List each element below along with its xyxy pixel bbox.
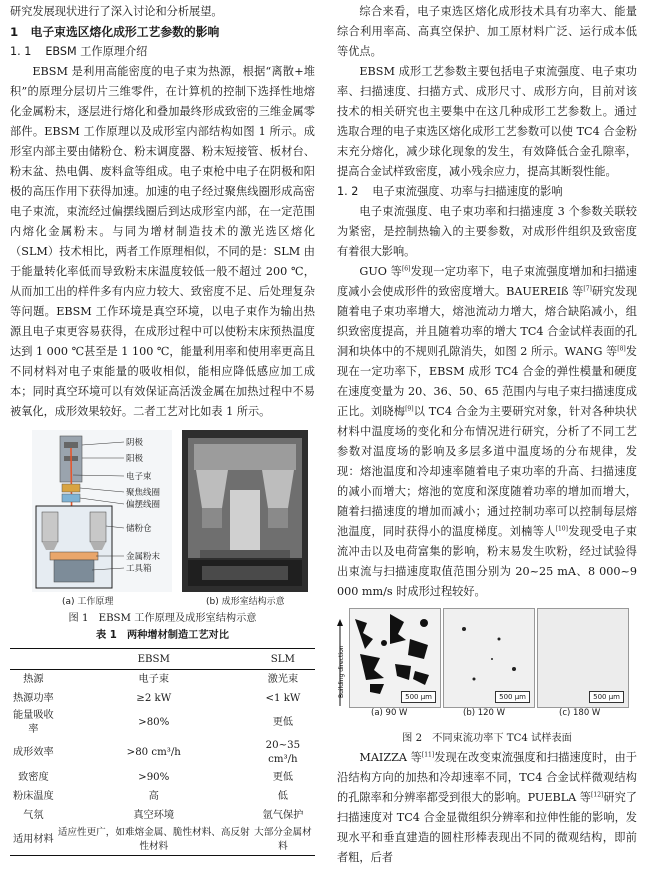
table-row [10,787,315,806]
table-cell: 适应性更广，如难熔金属、脆性材料、高反射性材料 [57,825,251,856]
table-cell: 低 [277,790,288,802]
label-cathode: 阴极 [126,438,144,448]
table-row [10,708,315,738]
table-cell: 更低 [272,771,294,783]
right-column [337,0,637,868]
scale-bar: 500 μm [495,691,530,703]
micrograph-180w [537,608,629,708]
table-cell: 气氛 [23,809,44,821]
process-comparison-table [10,648,315,856]
table-cell: ≥2 kW [136,692,172,704]
table-cell: 大部分金属材料 [251,825,315,856]
table-header-cell: SLM [251,649,315,670]
table-1-caption: 表 1 两种增材制造工艺对比 [96,630,229,641]
citation-ref: [12] [591,791,604,799]
table-row [10,670,315,690]
build-direction-label: Building direction [338,645,345,698]
paragraph-literature-review: GUO 等[6]发现一定功率下，电子束流强度增加和扫描速度减小会使成形件的致密度增大。BAUEREIß 等[7]研究发现随着电子束功率增大，熔池流动力增大，熔合缺陷减小，组织致密度提高，并且随着功率的增大 TC4 合金试样表面的孔洞和块体中的不规则孔隙消失，如图 2 所示。WANG 等[8]发现在一定功率下，EBSM 成形 TC4 合金的弹性模量和硬度在速度变量为 20、36、50、65 范围内与电子束扫描速度成正比。刘晓梅[9]以 TC4 合金为主要研究对象，针对各种块状材料中温度场的变化和分布情况进行研究，分析了不同工艺参数对温度场的影响及多层多道中温度场的分布规律，发现：熔池温度和冷却速率随着电子束功率的升高、扫描速度的减小而增大；熔池的宽度和深度随着功率的增加而增大，随着扫描速度的增加而减小；通过控制功率可以控制每层熔池温度，同时获得小的温度梯度。刘楠等人[10]发现受电子束流冲击以及电荷富集的影响，粉末易发生吹粉，经过试验得出束流与扫描速度取值范围分别为 20~25 mA、8 000~9 000 mm/s 时成形过程较好。 [337,265,637,598]
section-1-heading: 1 电子束选区熔化成形工艺参数的影响 [10,25,220,39]
citation-ref: [10] [555,525,568,533]
table-cell: 电子束 [138,673,170,685]
intro-tail: 研究发展现状进行了深入讨论和分析展望。 [10,5,223,18]
citation-ref: [7] [583,285,592,293]
table-header-cell [10,649,57,670]
table-row [10,768,315,787]
paragraph-summary: 综合来看，电子束选区熔化成形技术具有功率大、能量综合利用率高、高真空保护、加工原材料广泛、运行成本低等优点。 [337,5,637,58]
table-cell: >80% [138,717,170,728]
label-electron-beam: 电子束 [126,472,152,482]
table-cell: 成形效率 [12,747,54,758]
table-cell: 真空环境 [133,809,175,821]
fig1a-caption: (a) 工作原理 [62,597,114,607]
section-1-2-heading: 1. 2 电子束流强度、功率与扫描速度的影响 [337,185,563,198]
figure-2-caption: 图 2 不同束流功率下 TC4 试样表面 [402,733,572,744]
paragraph-maizza-puebla: MAIZZA 等[11]发现在改变束流强度和扫描速度时，由于沿结构方向的加热和冷却速率不同，TC4 合金试样微观结构的孔隙率和分辨率都受到很大的影响。PUEBLA 等[12]研究了扫描速度对 TC4 合金显微组织分辨率和拉伸性能的影响，发现水平和垂直建造的圆柱形棒表现出不同的微观结构，即前者粗，后者 [337,751,637,864]
figure-2 [337,608,637,728]
paragraph-beam-params: 电子束流强度、电子束功率和扫描速度 3 个参数关联较为紧密，是控制热输入的主要参数，对成形件组织及致密度有着很大影响。 [337,205,637,258]
table-cell: 致密度 [18,771,49,783]
table-cell: 更低 [272,717,294,728]
citation-ref: [11] [421,751,435,759]
table-row [10,738,315,768]
fig2b-caption: (b) 120 W [463,708,506,718]
table-cell: 热源 [23,673,44,685]
label-anode: 阳极 [126,454,144,464]
table-cell: 20~35 cm³/h [265,740,301,765]
table-header-row [10,649,315,670]
section-1-1-heading: 1. 1 EBSM 工作原理介绍 [10,45,148,58]
table-cell: 粉床温度 [12,790,54,802]
table-cell: >90% [138,771,170,783]
table-cell: <1 kW [265,692,301,704]
table-cell: 激光束 [267,673,299,685]
table-cell: >80 cm³/h [126,747,181,758]
label-tool-box: 工具箱 [126,564,152,574]
build-direction-arrow [335,618,345,708]
build-chamber-photo [182,430,308,592]
scale-bar: 500 μm [589,691,624,703]
table-cell: 适用材料 [10,825,57,856]
table-cell: 氩气保护 [262,809,304,821]
table-cell: 能量吸收率 [12,710,54,735]
label-powder-hopper: 储粉仓 [126,524,152,534]
micrograph-120w [443,608,535,708]
table-row [10,825,315,856]
fig1b-caption: (b) 成形室结构示意 [206,597,285,607]
table-row [10,689,315,708]
scale-bar: 500 μm [401,691,436,703]
label-focus-coil: 聚焦线圈 [126,488,161,498]
fig2a-caption: (a) 90 W [371,708,408,718]
micrograph-90w [349,608,441,708]
figure-1 [10,430,315,608]
paragraph-process-params: EBSM 成形工艺参数主要包括电子束流强度、电子束功率、扫描速度、扫描方式、成形尺寸、成形方向，目前对该技术的相关研究也主要集中在这几种成形工艺参数上。通过选取合理的电子束选区熔化成形工艺参数可以使 TC4 合金粉末充分熔化，减少球化现象的发生，有效降低合金孔隙率，提高合金试样致密度，减小残余应力，提高其断裂性能。 [337,65,637,178]
citation-ref: [9] [405,405,414,413]
fig2c-caption: (c) 180 W [559,708,601,718]
table-header-cell: EBSM [57,649,251,670]
label-deflection-coil: 偏摆线圈 [126,500,161,510]
citation-ref: [8] [617,345,626,353]
table-cell: 热源功率 [12,692,54,704]
paragraph-ebsm-principle: EBSM 是利用高能密度的电子束为热源，根据“离散+堆积”的原理分层切片三维零件，在计算机的控制下选择性地熔化金属粉末，逐层进行熔化和叠加最终形成致密的三维金属零部件。EBSM 工作原理以及成形室内部结构如图 1 所示。成形室内部主要由储粉仓、粉末调度器、粉末短接管、板材台、粉末盆、热电偶、废料盒等组成。电子束枪中电子在阴极和阳极的高压作用下获得加速。加速的电子经过聚焦线圈形成高密电子束流，束流经过偏摆线圈后到达成形室内部，在一定范围内熔化金属粉末。与同为增材制造技术的激光选区熔化（SLM）技术相比，两者工作原理相似，不同的是：SLM 由于能量转化率低而导致粉末床温度较低一般不超过 200 ℃，从而加工出的样件多有内应力较大、致密度不足、后处理复杂等问题。EBSM 工作环境是真空环境，以电子束作为输出热源且电子束更容易获得，在成形过程中可以使粉末床预热温度达到 1 000 ℃甚至是 1 100 ℃，能量利用率和使用率更高且不同材料对电子束能量的吸收相似，能相应降低感应加工成本；同时真空环境可以有效保证高活泼金属在加热过程中不易被氧化，成形效果较好。二者工艺对比如表 1 所示。 [10,65,315,418]
left-column [10,0,315,856]
label-metal-powder: 金属粉末 [126,552,161,562]
table-cell: 高 [148,790,159,802]
figure-1-caption: 图 1 EBSM 工作原理及成形室结构示意 [68,613,257,624]
citation-ref: [6] [401,265,411,273]
table-row [10,806,315,825]
